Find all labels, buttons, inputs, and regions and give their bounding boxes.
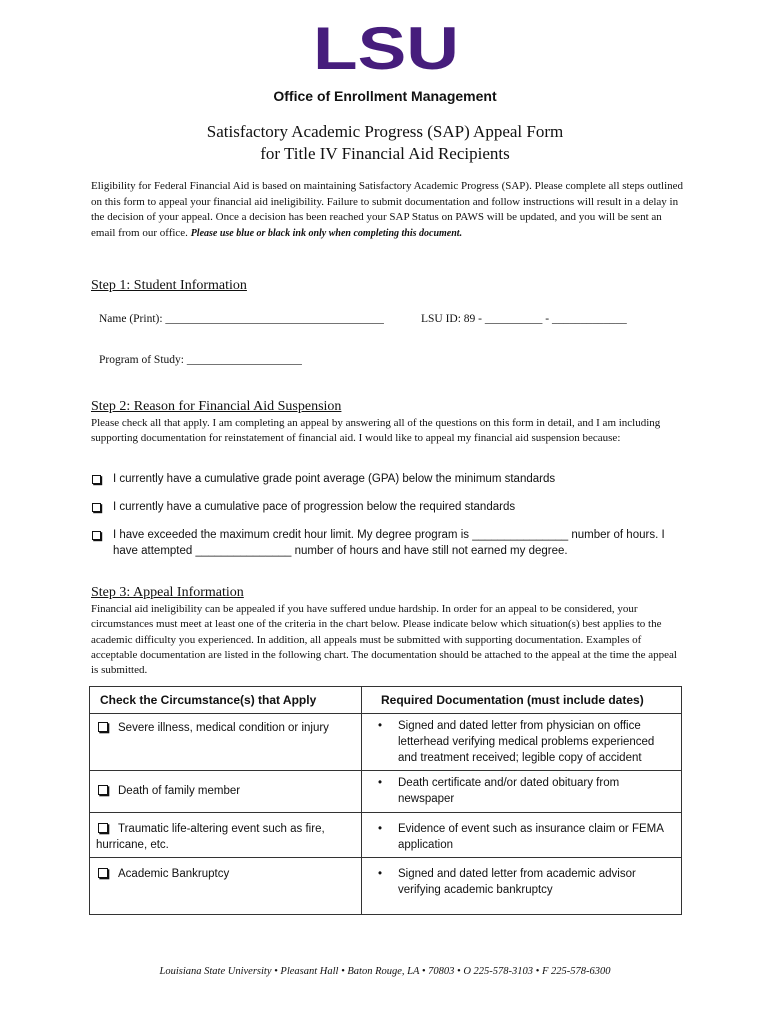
circumstance-label: Traumatic life-altering event such as fire, hurricane, etc. xyxy=(96,823,325,851)
checkbox[interactable] xyxy=(92,531,101,540)
name-field[interactable]: Name (Print): ______________________________________ xyxy=(99,313,384,325)
option-label: I currently have a cumulative grade point average (GPA) below the minimum standards xyxy=(113,473,556,485)
bullet: • xyxy=(378,777,383,789)
documentation-cell xyxy=(362,813,682,858)
reason-option-gpa[interactable] xyxy=(91,472,681,490)
checkbox[interactable] xyxy=(98,823,108,833)
footer-address: Louisiana State University • Pleasant Hall • Baton Rouge, LA • 70803 • O 225-578-3103 • F 225-578-6300 xyxy=(159,966,611,977)
table-row xyxy=(90,858,682,915)
form-title xyxy=(0,121,770,165)
circumstance-cell[interactable] xyxy=(90,813,362,858)
documentation-cell xyxy=(362,714,682,771)
step2-heading: Step 2: Reason for Financial Aid Suspension xyxy=(91,399,342,414)
circumstance-table xyxy=(89,686,682,915)
reason-option-credit-hours[interactable] xyxy=(91,528,681,576)
form-title-line2: for Title IV Financial Aid Recipients xyxy=(260,144,510,163)
documentation-cell xyxy=(362,858,682,915)
documentation-cell xyxy=(362,771,682,813)
reason-option-pace[interactable] xyxy=(91,500,681,518)
svg-text:LSU: LSU xyxy=(313,22,459,72)
checkbox[interactable] xyxy=(98,868,108,878)
table-row xyxy=(90,771,682,813)
documentation-text: Signed and dated letter from physician on office letterhead verifying medical problems experienced and treatment received; legible copy of accident xyxy=(398,720,655,764)
header-circumstance: Check the Circumstance(s) that Apply xyxy=(90,687,362,714)
program-of-study-field[interactable]: Program of Study: ____________________ xyxy=(99,354,302,366)
documentation-text: Evidence of event such as insurance claim or FEMA application xyxy=(398,823,664,851)
circumstance-label: Severe illness, medical condition or injury xyxy=(118,722,329,734)
option-label: I have exceeded the maximum credit hour limit. My degree program is _______________ number of hours. I have attempted _______________ number of hours and have still not earned my degree. xyxy=(113,529,665,557)
table-header-row xyxy=(90,687,682,714)
checkbox[interactable] xyxy=(92,503,101,512)
circumstance-cell[interactable] xyxy=(90,771,362,813)
option-label: I currently have a cumulative pace of progression below the required standards xyxy=(113,501,516,513)
documentation-text: Death certificate and/or dated obituary from newspaper xyxy=(398,777,620,805)
ink-instruction: Please use blue or black ink only when completing this document. xyxy=(190,227,463,239)
bullet: • xyxy=(378,823,383,835)
checkbox[interactable] xyxy=(92,475,101,484)
header-documentation: Required Documentation (must include dates) xyxy=(362,687,682,714)
intro-paragraph xyxy=(91,179,686,241)
circumstance-label: Death of family member xyxy=(118,785,241,797)
bullet: • xyxy=(378,868,383,880)
circumstance-label: Academic Bankruptcy xyxy=(118,868,230,880)
lsu-id-field[interactable]: LSU ID: 89 - __________ - _____________ xyxy=(421,313,627,325)
bullet: • xyxy=(378,720,383,732)
office-name: Office of Enrollment Management xyxy=(273,88,497,104)
circumstance-cell[interactable] xyxy=(90,858,362,915)
checkbox[interactable] xyxy=(98,722,108,732)
step1-heading: Step 1: Student Information xyxy=(91,278,247,293)
step2-instructions: Please check all that apply. I am completing an appeal by answering all of the questions on this form in detail, and I am including supporting documentation for reinstatement of financial aid. I would like to appeal my financial aid suspension because: xyxy=(91,417,661,445)
table-row xyxy=(90,813,682,858)
form-title-line1: Satisfactory Academic Progress (SAP) Appeal Form xyxy=(206,122,564,141)
step3-heading: Step 3: Appeal Information xyxy=(91,585,244,600)
intro-text: Eligibility for Federal Financial Aid is based on maintaining Satisfactory Academic Progress (SAP). Please complete all steps outlined on this form to appeal your financial aid ineligibility. Failure to submit documentation and follow instructions will result in a delay in the decision of your appeal. Once a decision has been reached your SAP Status on PAWS will be updated, and you will be sent an email from our office. xyxy=(91,180,684,239)
documentation-text: Signed and dated letter from academic advisor verifying academic bankruptcy xyxy=(398,868,636,896)
step3-instructions: Financial aid ineligibility can be appealed if you have suffered undue hardship. In order for an appeal to be considered, your circumstances must meet at least one of the criteria in the chart below. Please indicate below which situation(s) best applies to the academic difficulty you experienced. In addition, all appeals must be submitted with supporting documentation. Examples of acceptable documentation are listed in the following chart. The documentation should be attached to the appeal at the time the appeal is submitted. xyxy=(91,603,677,677)
table-row xyxy=(90,714,682,771)
lsu-logo xyxy=(312,22,460,72)
circumstance-cell[interactable] xyxy=(90,714,362,771)
checkbox[interactable] xyxy=(98,785,108,795)
